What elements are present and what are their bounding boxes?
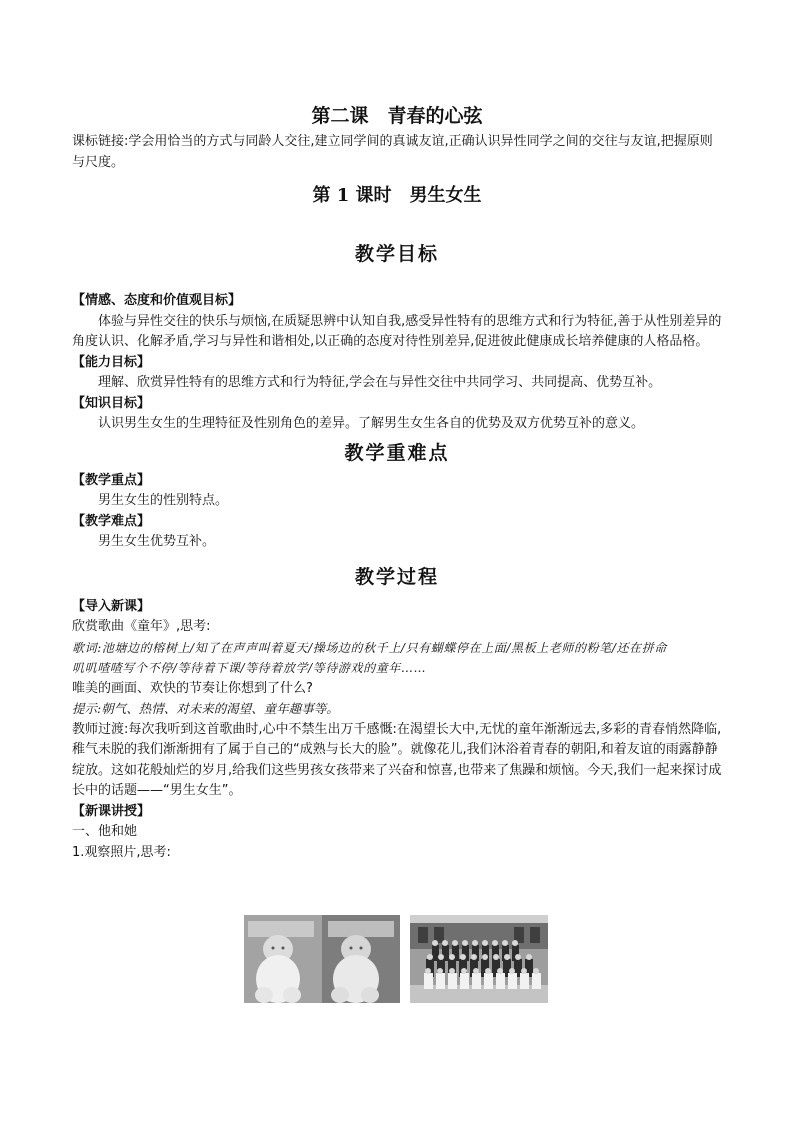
section-key-points: 教学重难点 [344, 441, 450, 464]
photo-row [244, 915, 548, 1003]
knowledge-goal-text: 认识男生女生的生理特征及性别角色的差异。了解男生女生各自的优势及双方优势互补的意义。 [98, 416, 645, 431]
hint-line: 提示:朝气、热情、对未来的渴望、童年趣事等。 [72, 701, 339, 716]
class-group-image [410, 915, 548, 1003]
song-line: 欣赏歌曲《童年》,思考: [72, 619, 211, 634]
period-title: 第 1 课时 男生女生 [312, 185, 482, 206]
ability-goal-text: 理解、欣赏异性特有的思维方式和行为特征,学会在与异性交往中共同学习、共同提高、优势互补。 [98, 375, 662, 390]
focus-tag: 【教学重点】 [72, 472, 151, 488]
emotion-goal-text: 体验与异性交往的快乐与烦恼,在质疑思辨中认知自我,感受异性特有的思维方式和行为特征,善于从性别差异的角度认识、化解矛盾,学习与异性和谐相处,以正确的态度对待性别差异,促进彼此健康成长培养健康的人格品格。 [72, 313, 722, 349]
class-group-photo [410, 915, 548, 1003]
intro-tag: 【导入新课】 [72, 598, 151, 614]
teacher-transition: 教师过渡:每次我听到这首歌曲时,心中不禁生出万千感慨:在渴望长大中,无忧的童年渐渐远去,多彩的青春悄然降临,稚气未脱的我们渐渐拥有了属于自己的“成熟与长大的脸”。就像花儿,我们沐浴着青春的朝阳,和着友谊的雨露静静绽放。这如花般灿烂的岁月,给我们这些男孩女孩带来了兴奋和惊喜,也带来了焦躁和烦恼。今天,我们一起来探讨成长中的话题——“男生女生”。 [72, 721, 722, 798]
curriculum-link: 课标链接:学会用恰当的方式与同龄人交往,建立同学间的真诚友谊,正确认识异性同学之间的交往与友谊,把握原则与尺度。 [72, 134, 713, 170]
section-objectives: 教学目标 [354, 243, 439, 265]
emotion-goal-tag: 【情感、态度和价值观目标】 [72, 293, 242, 308]
lyrics-line-1: 歌词:池塘边的榕树上/知了在声声叫着夏天/操场边的秋千上/只有蝴蝶停在上面/黑板上老师的粉笔/还在拼命 [72, 640, 667, 655]
baby-twins-image [244, 915, 400, 1003]
observe-line: 1.观察照片,思考: [72, 844, 171, 860]
lyrics-line-2: 叽叽喳喳写个不停/等待着下课/等待着放学/等待游戏的童年…… [72, 661, 427, 675]
knowledge-goal-tag: 【知识目标】 [72, 395, 151, 411]
focus-text: 男生女生的性别特点。 [98, 493, 229, 508]
difficulty-text: 男生女生优势互补。 [98, 534, 216, 549]
part-one-heading: 一、他和她 [72, 824, 138, 839]
baby-twins-photo [244, 915, 400, 1003]
lesson-title: 第二课 青春的心弦 [311, 105, 483, 127]
difficulty-tag: 【教学难点】 [72, 513, 151, 529]
document-page [72, 100, 722, 863]
question-line: 唯美的画面、欢快的节奏让你想到了什么? [72, 680, 313, 696]
ability-goal-tag: 【能力目标】 [72, 354, 151, 370]
new-lesson-tag: 【新课讲授】 [72, 803, 151, 819]
section-process: 教学过程 [354, 565, 439, 588]
